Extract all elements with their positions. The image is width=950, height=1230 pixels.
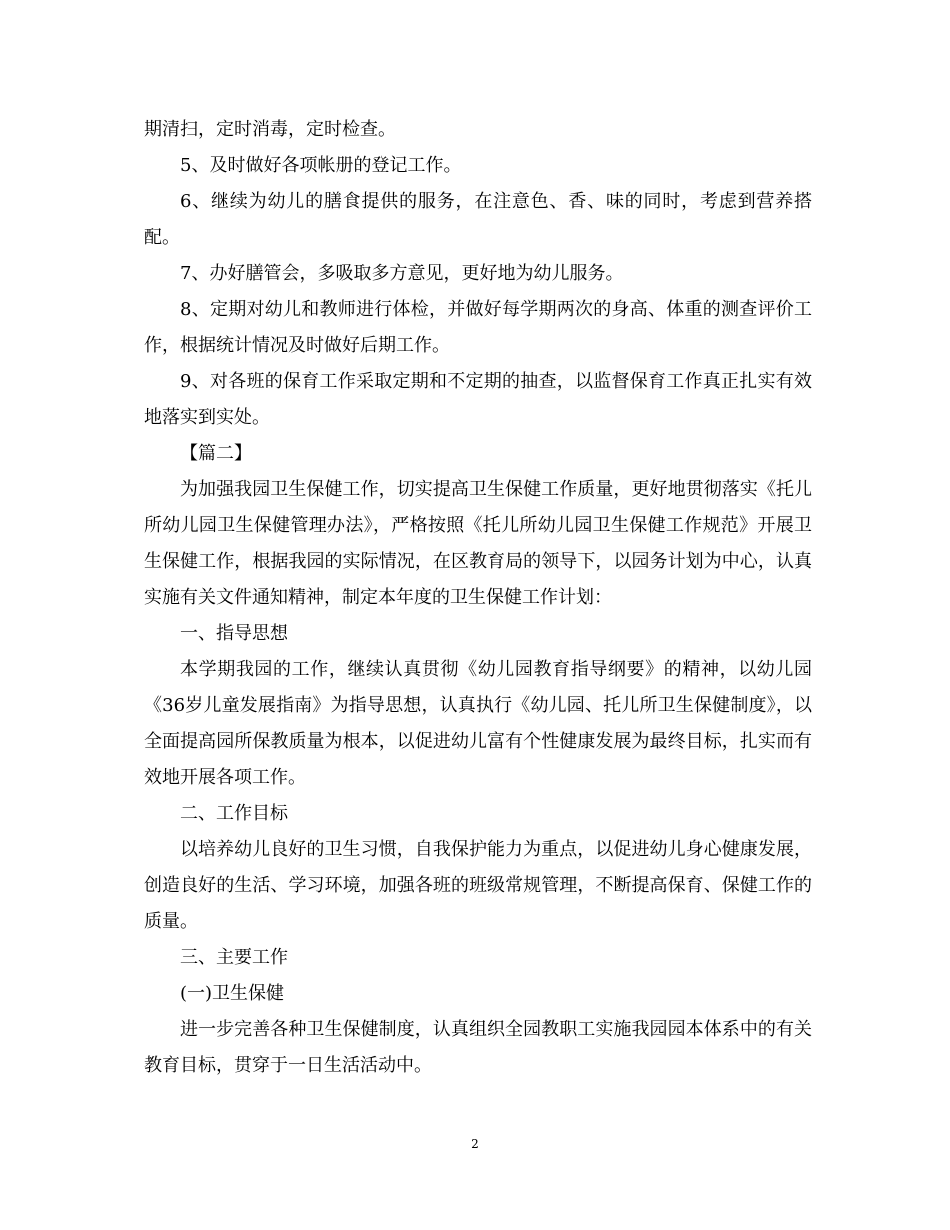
paragraph: 8、定期对幼儿和教师进行体检，并做好每学期两次的身高、体重的测查评价工作，根据统计情况及时做好后期工作。 <box>144 299 812 356</box>
section-heading: 三、主要工作 <box>180 947 288 968</box>
paragraph: 以培养幼儿良好的卫生习惯，自我保护能力为重点，以促进幼儿身心健康发展，创造良好的生活、学习环境，加强各班的班级常规管理，不断提高保育、保健工作的质量。 <box>144 839 812 932</box>
section-heading: 二、工作目标 <box>180 803 288 824</box>
subsection-heading: (一)卫生保健 <box>180 983 285 1004</box>
paragraph: 9、对各班的保育工作采取定期和不定期的抽查，以监督保育工作真正扎实有效地落实到实处。 <box>144 371 812 428</box>
section-heading: 【篇二】 <box>180 443 252 464</box>
paragraph: 6、继续为幼儿的膳食提供的服务，在注意色、香、味的同时，考虑到营养搭配。 <box>144 191 812 248</box>
paragraph: 7、办好膳管会，多吸取多方意见，更好地为幼儿服务。 <box>180 263 624 284</box>
paragraph: 本学期我园的工作，继续认真贯彻《幼儿园教育指导纲要》的精神，以幼儿园《36岁儿童发展指南》为指导思想，认真执行《幼儿园、托儿所卫生保健制度》，以全面提高园所保教质量为根本，以促进幼儿富有个性健康发展为最终目标，扎实而有效地开展各项工作。 <box>144 659 812 788</box>
paragraph: 为加强我园卫生保健工作，切实提高卫生保健工作质量，更好地贯彻落实《托儿所幼儿园卫生保健管理办法》，严格按照《托儿所幼儿园卫生保健工作规范》开展卫生保健工作，根据我园的实际情况，在区教育局的领导下，以园务计划为中心，认真实施有关文件通知精神，制定本年度的卫生保健工作计划： <box>144 479 812 608</box>
paragraph: 进一步完善各种卫生保健制度，认真组织全园教职工实施我园园本体系中的有关教育目标，贯穿于一日生活活动中。 <box>144 1019 812 1076</box>
page-number: 2 <box>471 1137 479 1151</box>
document-body <box>144 112 812 1084</box>
section-heading: 一、指导思想 <box>180 623 288 644</box>
paragraph: 期清扫，定时消毒，定时检查。 <box>144 119 396 140</box>
paragraph: 5、及时做好各项帐册的登记工作。 <box>180 155 462 176</box>
